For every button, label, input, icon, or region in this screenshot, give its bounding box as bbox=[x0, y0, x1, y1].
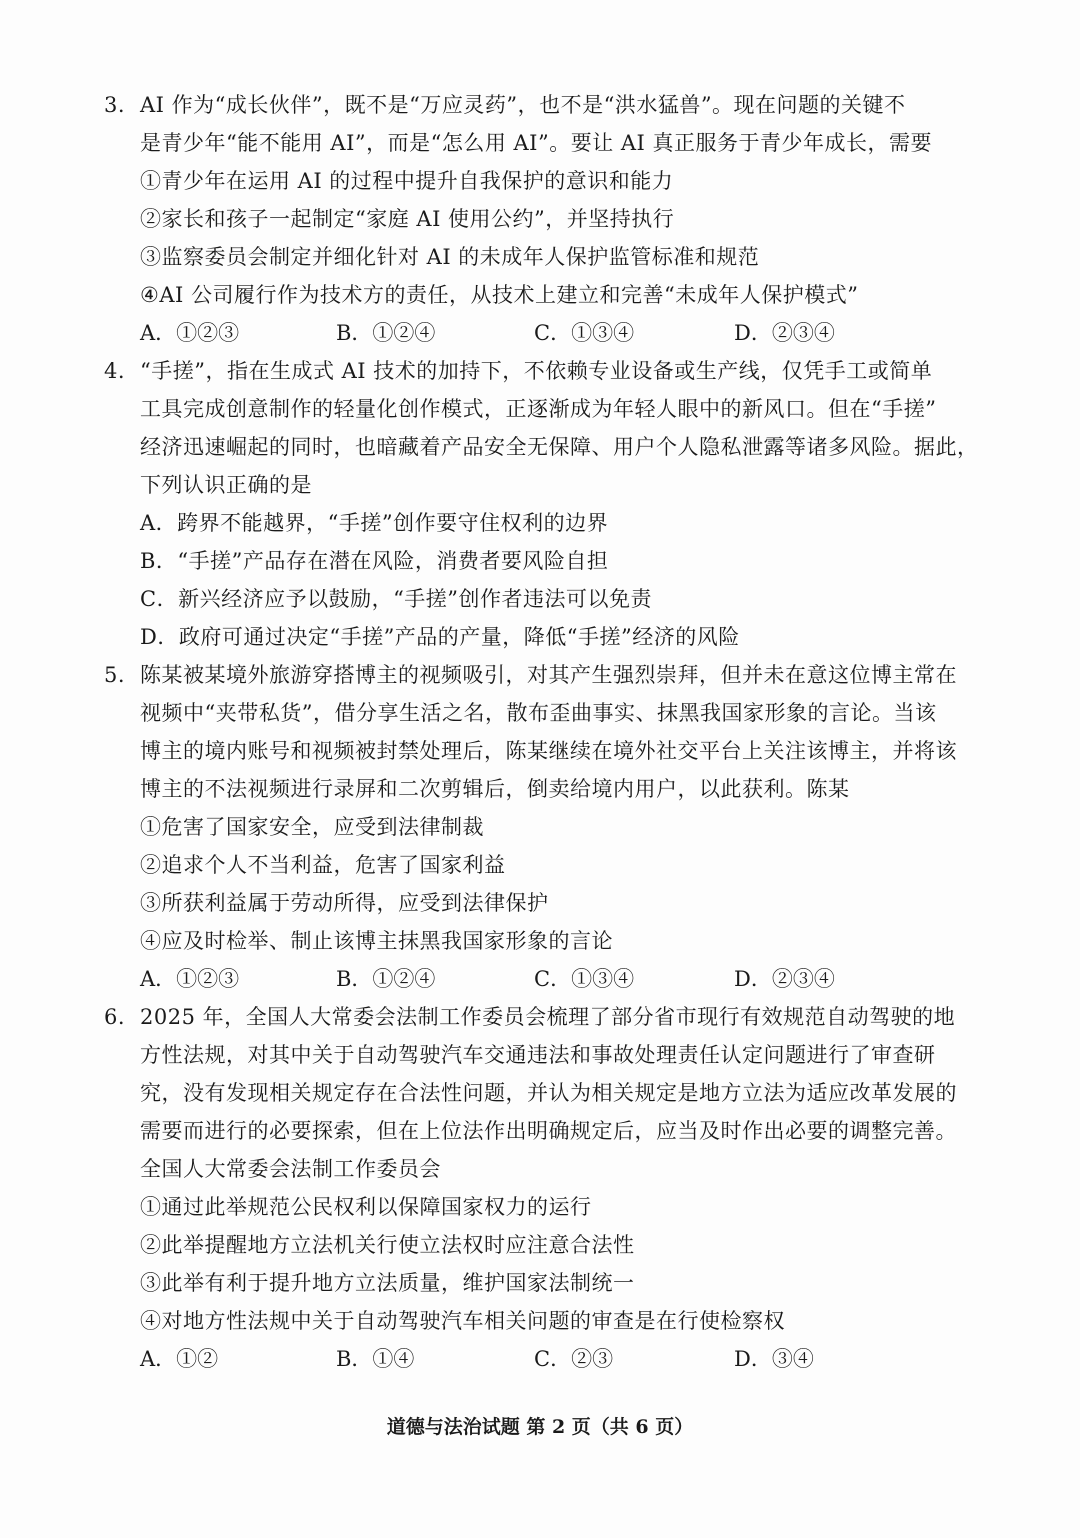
question-4-option-d: D．政府可通过决定“手搓”产品的产量，降低“手搓”经济的风险 bbox=[140, 625, 740, 649]
question-3-stem-text-1: AI 作为“成长伙伴”，既不是“万应灵药”，也不是“洪水猛兽”。现在问题的关键不 bbox=[140, 93, 906, 117]
question-3-stem-line-1 bbox=[104, 86, 984, 124]
question-5-stem-line-4: 博主的不法视频进行录屏和二次剪辑后，倒卖给境内用户，以此获利。陈某 bbox=[140, 777, 850, 801]
question-3-number: 3. bbox=[104, 93, 126, 117]
question-5-choice-d: D．②③④ bbox=[734, 967, 835, 991]
question-4-option-b: B．“手搓”产品存在潜在风险，消费者要风险自担 bbox=[140, 549, 609, 573]
question-6-number: 6. bbox=[104, 1005, 126, 1029]
question-5-choice-b: B．①②④ bbox=[336, 967, 436, 991]
question-6-stem-line-5: 全国人大常委会法制工作委员会 bbox=[140, 1157, 441, 1181]
question-5-statement-1: ①危害了国家安全，应受到法律制裁 bbox=[140, 815, 484, 839]
question-6-choices bbox=[104, 1340, 984, 1378]
question-6-choice-b: B．①④ bbox=[336, 1347, 415, 1371]
question-3-choice-a: A．①②③ bbox=[140, 321, 240, 345]
question-4-stem-text-1: “手搓”，指在生成式 AI 技术的加持下，不依赖专业设备或生产线，仅凭手工或简单 bbox=[140, 359, 933, 383]
question-6-choice-c: C．②③ bbox=[534, 1347, 614, 1371]
question-4-number: 4. bbox=[104, 359, 126, 383]
question-6-statement-1: ①通过此举规范公民权利以保障国家权力的运行 bbox=[140, 1195, 592, 1219]
question-5-choices bbox=[104, 960, 984, 998]
question-4-stem-line-2: 工具完成创意制作的轻量化创作模式，正逐渐成为年轻人眼中的新风口。但在“手搓” bbox=[140, 397, 937, 421]
question-5 bbox=[104, 656, 984, 998]
question-3-statement-4: ④AI 公司履行作为技术方的责任，从技术上建立和完善“未成年人保护模式” bbox=[140, 283, 859, 307]
question-5-statement-4: ④应及时检举、制止该博主抹黑我国家形象的言论 bbox=[140, 929, 613, 953]
question-3-statement-1: ①青少年在运用 AI 的过程中提升自我保护的意识和能力 bbox=[140, 169, 674, 193]
question-6-stem-line-1 bbox=[104, 998, 984, 1036]
question-6-stem-line-2: 方性法规，对其中关于自动驾驶汽车交通违法和事故处理责任认定问题进行了审查研 bbox=[140, 1043, 936, 1067]
question-5-stem-line-2: 视频中“夹带私货”，借分享生活之名，散布歪曲事实、抹黑我国家形象的言论。当该 bbox=[140, 701, 937, 725]
question-4-stem-line-3: 经济迅速崛起的同时，也暗藏着产品安全无保障、用户个人隐私泄露等诸多风险。据此， bbox=[140, 435, 979, 459]
question-3-statement-2: ②家长和孩子一起制定“家庭 AI 使用公约”，并坚持执行 bbox=[140, 207, 675, 231]
question-6-statement-4: ④对地方性法规中关于自动驾驶汽车相关问题的审查是在行使检察权 bbox=[140, 1309, 785, 1333]
question-5-stem-line-3: 博主的境内账号和视频被封禁处理后，陈某继续在境外社交平台上关注该博主，并将该 bbox=[140, 739, 957, 763]
question-5-statement-2: ②追求个人不当利益，危害了国家利益 bbox=[140, 853, 506, 877]
question-3-choices bbox=[104, 314, 984, 352]
question-5-choice-a: A．①②③ bbox=[140, 967, 240, 991]
question-3-choice-b: B．①②④ bbox=[336, 321, 436, 345]
question-3-choice-c: C．①③④ bbox=[534, 321, 635, 345]
question-5-choice-c: C．①③④ bbox=[534, 967, 635, 991]
question-6-stem-line-3: 究，没有发现相关规定存在合法性问题，并认为相关规定是地方立法为适应改革发展的 bbox=[140, 1081, 957, 1105]
question-4-option-a: A．跨界不能越界，“手搓”创作要守住权利的边界 bbox=[140, 511, 609, 535]
question-6-statement-2: ②此举提醒地方立法机关行使立法权时应注意合法性 bbox=[140, 1233, 635, 1257]
question-5-stem-text-1: 陈某被某境外旅游穿搭博主的视频吸引，对其产生强烈崇拜，但并未在意这位博主常在 bbox=[140, 663, 957, 687]
question-4 bbox=[104, 352, 984, 656]
question-3-choice-d: D．②③④ bbox=[734, 321, 835, 345]
question-4-stem-line-1 bbox=[104, 352, 984, 390]
question-5-number: 5. bbox=[104, 663, 126, 687]
question-5-statement-3: ③所获利益属于劳动所得，应受到法律保护 bbox=[140, 891, 549, 915]
question-3 bbox=[104, 86, 984, 352]
question-6-choice-d: D．③④ bbox=[734, 1347, 814, 1371]
page-footer: 道德与法治试题 第 2 页（共 6 页） bbox=[386, 1416, 694, 1438]
question-6-stem-line-4: 需要而进行的必要探索，但在上位法作出明确规定后，应当及时作出必要的调整完善。 bbox=[140, 1119, 957, 1143]
question-6 bbox=[104, 998, 984, 1378]
question-5-stem-line-1 bbox=[104, 656, 984, 694]
question-3-stem-line-2: 是青少年“能不能用 AI”，而是“怎么用 AI”。要让 AI 真正服务于青少年成长，需要 bbox=[140, 131, 933, 155]
question-4-option-c: C．新兴经济应予以鼓励，“手搓”创作者违法可以免责 bbox=[140, 587, 653, 611]
question-6-stem-text-1: 2025 年，全国人大常委会法制工作委员会梳理了部分省市现行有效规范自动驾驶的地 bbox=[140, 1005, 956, 1029]
question-6-statement-3: ③此举有利于提升地方立法质量，维护国家法制统一 bbox=[140, 1271, 635, 1295]
question-3-statement-3: ③监察委员会制定并细化针对 AI 的未成年人保护监管标准和规范 bbox=[140, 245, 760, 269]
question-4-stem-line-4: 下列认识正确的是 bbox=[140, 473, 312, 497]
question-6-choice-a: A．①② bbox=[140, 1347, 219, 1371]
